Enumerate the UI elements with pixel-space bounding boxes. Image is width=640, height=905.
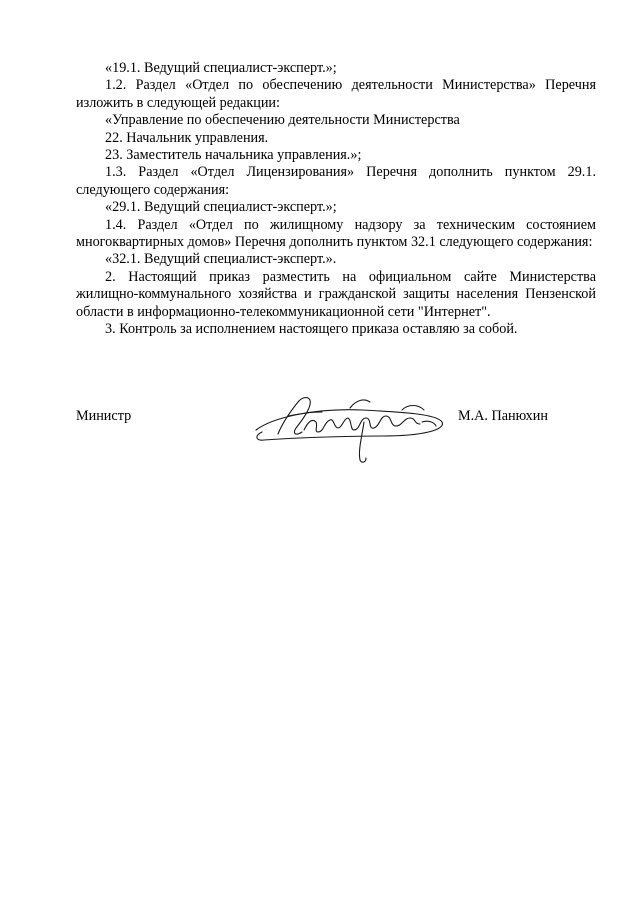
paragraph-section-1-2: 1.2. Раздел «Отдел по обеспечению деятельности Министерства» Перечня изложить в следующей редакции: [76,77,596,111]
signatory-position: Министр [76,408,132,424]
paragraph-section-1-4: 1.4. Раздел «Отдел по жилищному надзору за техническим состоянием многоквартирных домов» Перечня дополнить пунктом 32.1 следующего содержания: [76,216,596,251]
paragraph-item-19-1: «19.1. Ведущий специалист-эксперт.»; [105,60,337,76]
document-body [76,60,596,339]
paragraph-clause-3: 3. Контроль за исполнением настоящего приказа оставляю за собой. [105,321,518,338]
paragraph-section-1-3: 1.3. Раздел «Отдел Лицензирования» Перечня дополнить пунктом 29.1. следующего содержания: [76,164,596,198]
paragraph-item-22: 22. Начальник управления. [105,129,269,146]
handwritten-signature [252,388,448,466]
paragraph-item-32-1: «32.1. Ведущий специалист-эксперт.». [105,251,337,268]
signature-block [76,388,596,468]
signatory-name: М.А. Панюхин [458,408,548,424]
paragraph-item-29-1: «29.1. Ведущий специалист-эксперт.»; [105,199,337,216]
paragraph-department-title: «Управление по обеспечению деятельности Министерства [105,112,460,129]
paragraph-clause-2: 2. Настоящий приказ разместить на официальном сайте Министерства жилищно-коммунального хозяйства и гражданской защиты населения Пензенской области в информационно-телекоммуникационной сети "Интернет". [76,268,596,320]
paragraph-item-23: 23. Заместитель начальника управления.»; [105,147,362,164]
